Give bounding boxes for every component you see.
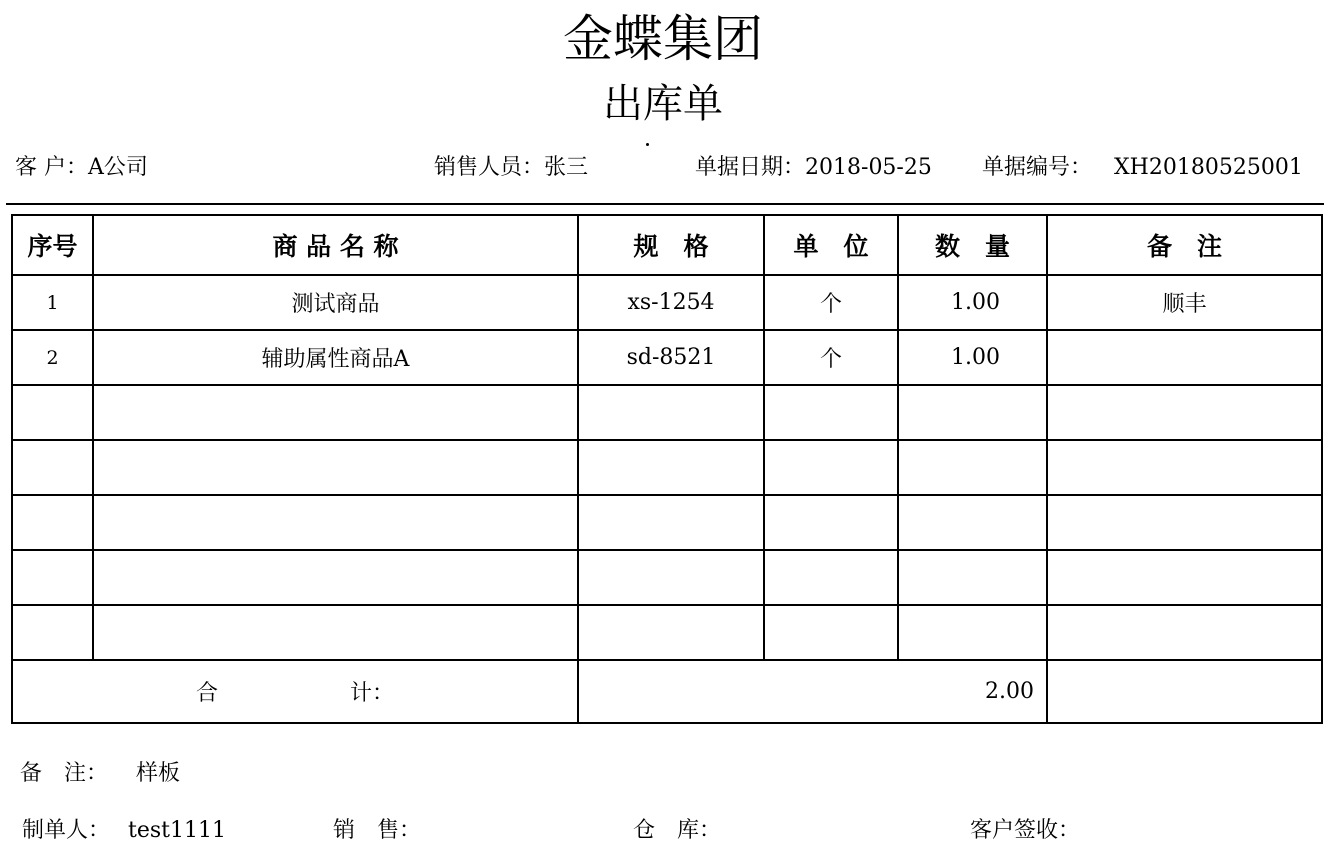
sales-signature-label: 销 售： [333, 818, 422, 843]
salesperson-value: 张三 [544, 155, 589, 180]
empty-cell [898, 440, 1047, 495]
remark-label: 备 注： [20, 761, 109, 786]
empty-cell [1047, 550, 1322, 605]
remark-value: 样板 [136, 761, 181, 786]
empty-cell [578, 495, 764, 550]
header-divider [6, 203, 1324, 205]
outbound-items-table [11, 214, 1323, 724]
maker-value: test1111 [128, 818, 226, 843]
empty-cell [898, 385, 1047, 440]
empty-cell [93, 605, 578, 660]
cell-product-name: 辅助属性商品A [93, 330, 578, 385]
table-row [12, 275, 1322, 330]
empty-cell [898, 495, 1047, 550]
maker-field [22, 817, 226, 845]
empty-cell [12, 550, 93, 605]
cell-quantity: 1.00 [898, 330, 1047, 385]
total-label: 合 计： [12, 660, 578, 723]
cell-seq: 2 [12, 330, 93, 385]
cell-quantity: 1.00 [898, 275, 1047, 330]
empty-table-row [12, 440, 1322, 495]
column-header-unit: 单 位 [764, 215, 898, 275]
column-header-remark: 备 注 [1047, 215, 1322, 275]
column-header-product-name: 商 品 名 称 [93, 215, 578, 275]
salesperson-label: 销售人员： [434, 155, 545, 180]
empty-cell [764, 495, 898, 550]
customer-field [15, 154, 148, 182]
document-date-label: 单据日期： [695, 155, 806, 180]
cell-unit: 个 [764, 275, 898, 330]
column-header-seq: 序号 [12, 215, 93, 275]
empty-cell [93, 385, 578, 440]
empty-table-row [12, 605, 1322, 660]
document-number-label: 单据编号： [982, 155, 1093, 180]
empty-cell [12, 605, 93, 660]
empty-cell [764, 440, 898, 495]
empty-cell [93, 440, 578, 495]
empty-cell [1047, 385, 1322, 440]
document-number-value: XH20180525001 [1114, 155, 1303, 180]
salesperson-field [434, 154, 588, 182]
column-header-spec: 规 格 [578, 215, 764, 275]
customer-value: A公司 [88, 155, 148, 180]
empty-cell [764, 385, 898, 440]
empty-cell [578, 440, 764, 495]
total-row [12, 660, 1322, 723]
empty-cell [93, 495, 578, 550]
cell-spec: sd-8521 [578, 330, 764, 385]
empty-cell [12, 440, 93, 495]
empty-table-row [12, 385, 1322, 440]
table-header-row [12, 215, 1322, 275]
cell-spec: xs-1254 [578, 275, 764, 330]
cell-product-name: 测试商品 [93, 275, 578, 330]
empty-cell [1047, 605, 1322, 660]
empty-table-row [12, 550, 1322, 605]
column-header-quantity: 数 量 [898, 215, 1047, 275]
empty-cell [578, 385, 764, 440]
empty-cell [93, 550, 578, 605]
empty-cell [578, 605, 764, 660]
empty-cell [12, 495, 93, 550]
table-row [12, 330, 1322, 385]
cell-remark [1047, 330, 1322, 385]
customer-signature-label: 客户签收： [970, 818, 1081, 843]
empty-cell [764, 605, 898, 660]
document-title: 出库单 [603, 81, 723, 127]
cell-seq: 1 [12, 275, 93, 330]
empty-cell [578, 550, 764, 605]
cell-remark: 顺丰 [1047, 275, 1322, 330]
total-quantity-value: 2.00 [578, 660, 1047, 723]
warehouse-signature-label: 仓 库： [633, 818, 722, 843]
document-number-field [982, 154, 1303, 182]
company-name: 金蝶集团 [563, 10, 763, 68]
decorative-dot [646, 143, 649, 146]
empty-cell [1047, 440, 1322, 495]
empty-cell [12, 385, 93, 440]
empty-cell [764, 550, 898, 605]
customer-label: 客 户： [15, 155, 88, 180]
empty-cell [898, 550, 1047, 605]
total-remark-cell [1047, 660, 1322, 723]
empty-cell [1047, 495, 1322, 550]
document-date-value: 2018-05-25 [805, 155, 932, 180]
remark-field [20, 760, 180, 788]
empty-table-row [12, 495, 1322, 550]
empty-cell [898, 605, 1047, 660]
document-date-field [695, 154, 932, 182]
maker-label: 制单人： [22, 818, 111, 843]
cell-unit: 个 [764, 330, 898, 385]
